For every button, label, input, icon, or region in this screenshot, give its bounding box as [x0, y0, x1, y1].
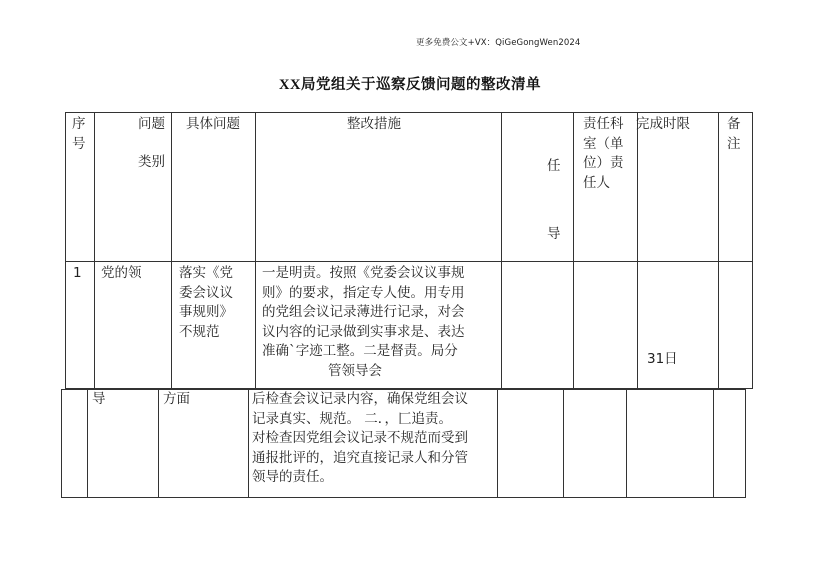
- header-seq: 序 号: [72, 116, 86, 152]
- header-leader-top: 任: [547, 158, 561, 174]
- row1-deadline: 31日: [647, 351, 678, 367]
- row1-cont-category: 导: [92, 391, 106, 407]
- header-measures: 整改措施: [347, 116, 401, 132]
- title-text: 局党组关于巡察反馈问题的整改清单: [300, 77, 541, 93]
- header-specific: 具体问题: [186, 116, 240, 132]
- header-deadline: 完成时限: [636, 116, 690, 132]
- header-category-line2: 类别: [138, 154, 165, 170]
- title-prefix: XX: [279, 77, 301, 93]
- header-leader-bottom: 导: [547, 226, 561, 242]
- row1-category: 党的领: [101, 265, 142, 281]
- row1-measures: 一是明责。按照《党委会议议事规 则》的要求，指定专人使。用专用 的党组会议记录薄进行记录，对会 议内容的记录做到实事求是、表达 准确`字迹工整。二是督责。局分 管领导会: [262, 265, 465, 379]
- row1-seq: 1: [73, 265, 82, 281]
- header-category-line1: 问题: [138, 116, 165, 132]
- row1-cont-measures: 后检查会议记录内容，确保党组会议 记录真实、规范。 二．，匚追责。 对检查因党组会议记录不规范而受到 通报批评的，追究直接记录人和分管 领导的责任。: [252, 391, 468, 485]
- document-title: [0, 73, 820, 94]
- row1-specific: 落实《党 委会议议 事规则》 不规范: [179, 265, 233, 340]
- header-note: 备 注: [727, 116, 741, 152]
- row1-cont-specific: 方面: [163, 391, 190, 407]
- page-watermark: 更多免费公文+VX：QiGeGongWen2024: [416, 38, 581, 48]
- header-dept: 责任科 室（单 位）责 任人: [583, 116, 624, 191]
- header-row-divider: [65, 261, 753, 262]
